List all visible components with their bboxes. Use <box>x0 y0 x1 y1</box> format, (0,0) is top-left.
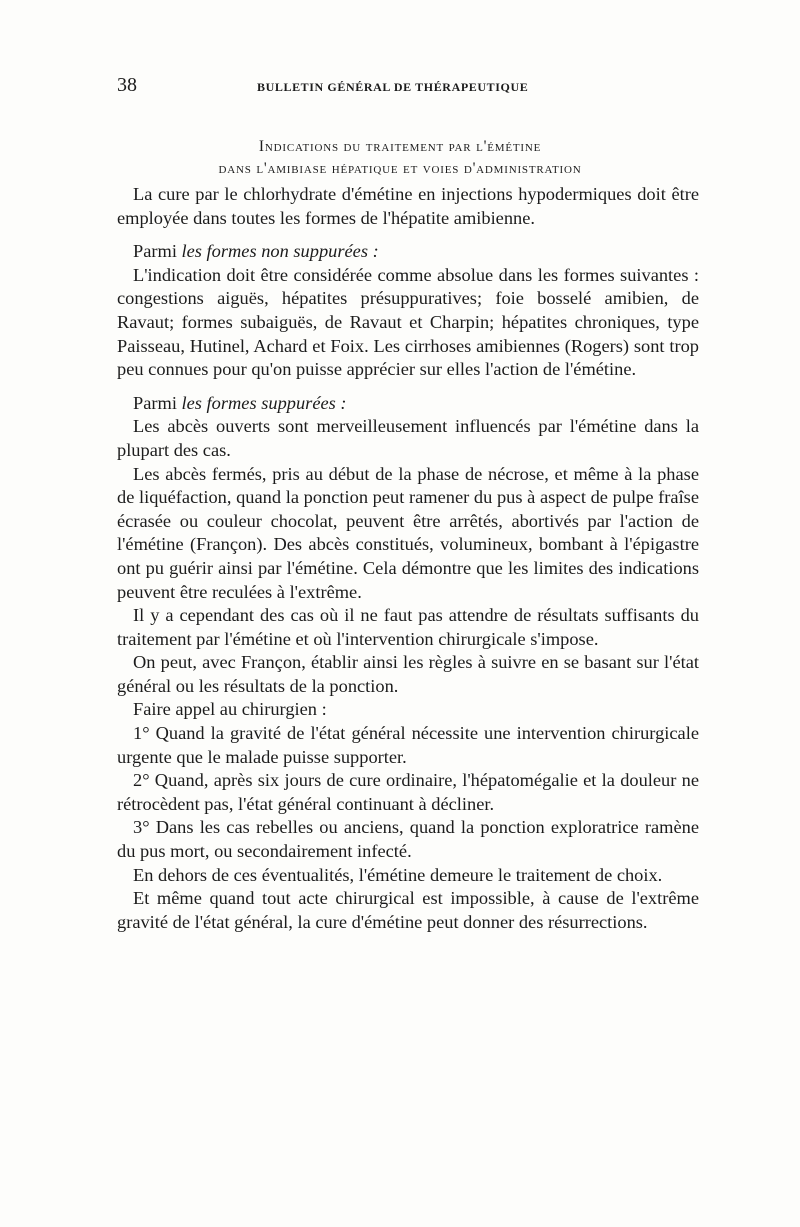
paragraph: La cure par le chlorhydrate d'émétine en injections hypodermiques doit être employée dans toutes les formes de l'hépatite amibienne. <box>117 184 699 228</box>
paragraph-lead: Parmi <box>133 392 182 413</box>
paragraph: Les abcès fermés, pris au début de la phase de nécrose, et même à la phase de liquéfaction, quand la ponction peut ramener du pus à aspect de pulpe fraîse écrasée ou couleur chocolat, peuvent être arrêtés, abortivés par l'action de l'émétine (Françon). Des abcès constitués, volumineux, bombant à l'épigastre ont pu guérir ainsi par l'émétine. Cela démontre que les limites des indications peuvent être reculées à l'extrême. <box>117 463 699 602</box>
paragraph <box>117 240 699 264</box>
running-title: BULLETIN GÉNÉRAL DE THÉRAPEUTIQUE <box>257 80 529 94</box>
paragraph-italic: les formes non suppurées : <box>181 241 379 262</box>
page-number: 38 <box>117 74 137 96</box>
paragraph: Il y a cependant des cas où il ne faut pas attendre de résultats suffisants du traitement par l'émétine et où l'intervention chirurgicale s'impose. <box>117 605 699 649</box>
page-header <box>117 74 697 100</box>
paragraph: Et même quand tout acte chirurgical est impossible, à cause de l'extrême gravité de l'état général, la cure d'émétine peut donner des résurrections. <box>117 888 699 932</box>
section-title-line-2: dans l'amibiase hépatique et voies d'administration <box>218 160 582 177</box>
paragraph: 1° Quand la gravité de l'état général nécessite une intervention chirurgicale urgente que le malade puisse supporter. <box>117 723 699 767</box>
paragraph: 2° Quand, après six jours de cure ordinaire, l'hépatomégalie et la douleur ne rétrocèdent pas, l'état général continuant à décliner. <box>117 770 699 814</box>
paragraph: On peut, avec Françon, établir ainsi les règles à suivre en se basant sur l'état général ou les résultats de la ponction. <box>117 652 699 696</box>
paragraph: Les abcès ouverts sont merveilleusement influencés par l'émétine dans la plupart des cas. <box>117 416 699 460</box>
body-text <box>117 183 699 934</box>
paragraph <box>117 392 699 416</box>
paragraph: 3° Dans les cas rebelles ou anciens, quand la ponction exploratrice ramène du pus mort, ou secondairement infecté. <box>117 817 699 862</box>
paragraph: L'indication doit être considérée comme absolue dans les formes suivantes : congestions aiguës, hépatites présuppuratives; foie bosselé amibien, de Ravaut; formes subaiguës, de Ravaut et Charpin; hépatites chroniques, type Paisseau, Hutinel, Achard et Foix. Les cirrhoses amibiennes (Rogers) sont trop peu connues pour qu'on puisse apprécier sur elles l'action de l'émétine. <box>117 264 699 380</box>
paragraph: En dehors de ces éventualités, l'émétine demeure le traitement de choix. <box>133 864 663 885</box>
paragraph-italic: les formes suppurées : <box>181 392 347 413</box>
paragraph: Faire appel au chirurgien : <box>133 699 327 720</box>
paragraph-lead: Parmi <box>133 241 182 262</box>
section-title-line-1: Indications du traitement par l'émétine <box>258 138 542 155</box>
